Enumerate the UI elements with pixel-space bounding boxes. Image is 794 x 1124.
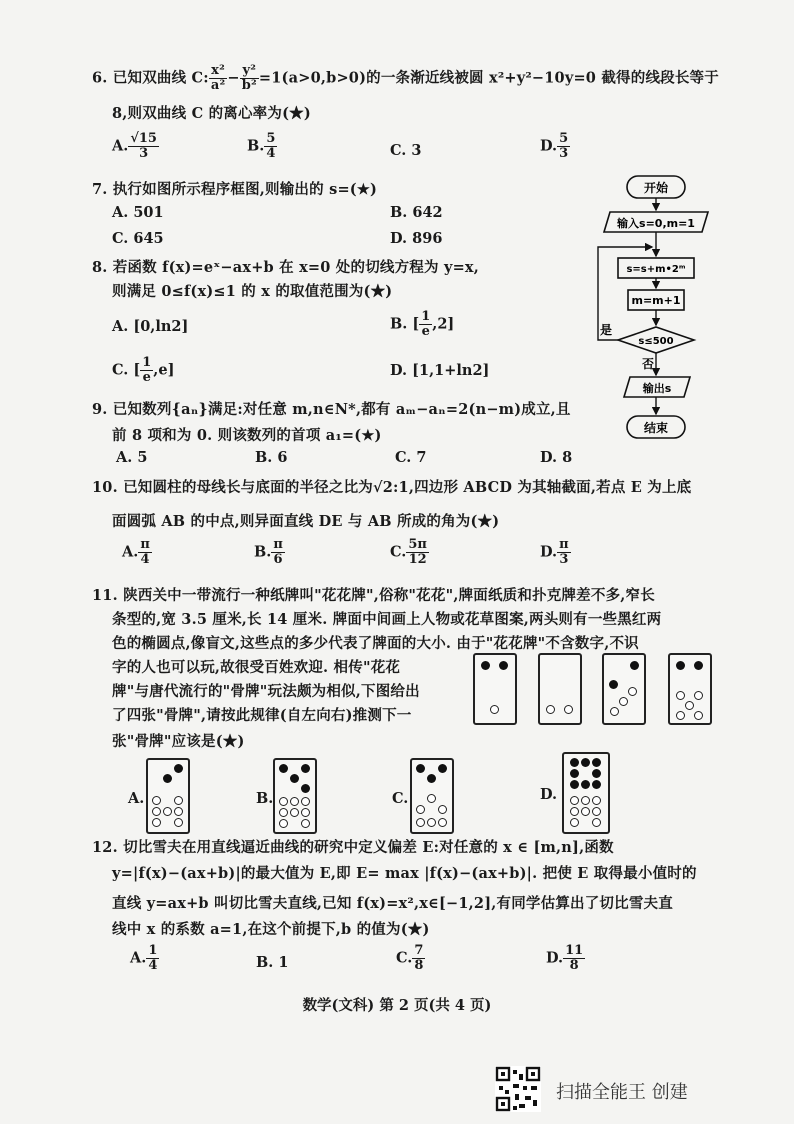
q11-option-a-label[interactable]: A. [128,790,145,807]
q11-line4: 字的人也可以玩,故很受百姓欢迎. 相传"花花 [112,659,401,676]
q11-line2: 条型的,宽 3.5 厘米,长 14 厘米. 牌面中间画上人物或花草图案,两头则有一些黑红两 [112,611,662,628]
q6-option-a[interactable]: A. $\frac{√15}{3}$ [112,131,157,161]
svg-text:输入s=0,m=1: 输入s=0,m=1 [617,217,695,230]
q11-option-a-domino[interactable] [146,758,190,834]
domino-3 [602,653,646,725]
q11-option-c-domino[interactable] [410,758,454,834]
watermark-text: 扫描全能王 创建 [556,1082,688,1103]
q10-option-a[interactable]: A. $\frac{\pi}{4}$ [122,537,150,567]
q11-line5: 牌"与唐代流行的"骨牌"玩法颇为相似,下图给出 [112,683,420,700]
q9-option-c[interactable]: C. 7 [395,449,427,466]
q12-option-d[interactable]: D. $\frac{11}{8}$ [546,943,584,973]
q6-option-d[interactable]: D. $\frac{5}{3}$ [540,131,569,161]
q6-line1: 6. 已知双曲线 C: $\frac{\text{x²}}{\text{a²}}$ − $\frac{\text{y²}}{\text{b²}}$ =1(a>0,b>0)的一条渐近线被圆 x²+y²−10y=0 截得的线段长等于 [92,63,719,93]
q11-line1: 11. 陕西关中一带流行一种纸牌叫"花花牌",俗称"花花",牌面纸质和扑克牌差不多,窄长 [92,587,655,604]
svg-text:s=s+m•2ᵐ: s=s+m•2ᵐ [626,264,686,275]
page-footer: 数学(文科) 第 2 页(共 4 页) [302,997,492,1014]
q10-option-b[interactable]: B. $\frac{\pi}{6}$ [254,537,283,567]
q7-option-b[interactable]: B. 642 [390,204,443,221]
q12-option-b[interactable]: B. 1 [256,954,289,971]
svg-text:是: 是 [600,323,613,337]
svg-text:开始: 开始 [643,181,669,195]
q9-line1: 9. 已知数列{aₙ}满足:对任意 m,n∈N*,都有 aₘ−aₙ=2(n−m)成立,且 [92,401,571,418]
q9-line2: 前 8 项和为 0. 则该数列的首项 a₁=(★) [112,427,382,444]
q12-line2: y=|f(x)−(ax+b)|的最大值为 E,即 E= max |f(x)−(ax+b)|. 把使 E 取得最小值时的 [112,865,697,882]
q8-line1: 8. 若函数 f(x)=eˣ−ax+b 在 x=0 处的切线方程为 y=x, [92,259,480,276]
q10-option-c[interactable]: C. $\frac{5\pi}{12}$ [390,537,427,567]
svg-text:输出s: 输出s [642,382,672,395]
q7-stem: 7. 执行如图所示程序框图,则输出的 s=(★) [92,181,378,198]
q6-option-c[interactable]: C. 3 [390,142,422,159]
q10-line2: 面圆弧 AB 的中点,则异面直线 DE 与 AB 所成的角为(★) [112,513,500,530]
q8-option-c[interactable]: C. [ $\frac{1}{e}$ ,e] [112,355,175,385]
q7-option-c[interactable]: C. 645 [112,230,164,247]
q11-option-b-label[interactable]: B. [256,790,274,807]
svg-text:结束: 结束 [643,421,669,435]
q12-line1: 12. 切比雪夫在用直线逼近曲线的研究中定义偏差 E:对任意的 x ∈ [m,n],函数 [92,839,614,856]
q10-line1: 10. 已知圆柱的母线长与底面的半径之比为√2:1,四边形 ABCD 为其轴截面,若点 E 为上底 [92,479,692,496]
q8-option-d[interactable]: D. [1,1+ln2] [390,362,490,379]
q6-line2: 8,则双曲线 C 的离心率为(★) [112,105,311,122]
q9-option-d[interactable]: D. 8 [540,449,573,466]
q11-line7: 张"骨牌"应该是(★) [112,733,245,750]
q6-option-b[interactable]: B. $\frac{5}{4}$ [247,131,276,161]
q11-option-b-domino[interactable] [273,758,317,834]
q8-line2: 则满足 0≤f(x)≤1 的 x 的取值范围为(★) [112,283,393,300]
q9-option-a[interactable]: A. 5 [116,449,148,466]
q12-option-a[interactable]: A. $\frac{1}{4}$ [130,943,158,973]
q8-option-b[interactable]: B. [ $\frac{1}{e}$ ,2] [390,309,455,339]
svg-text:s≤500: s≤500 [638,336,674,347]
q11-option-d-domino[interactable] [562,752,610,834]
q11-option-d-label[interactable]: D. [540,786,558,803]
domino-1 [473,653,517,725]
q7-option-d[interactable]: D. 896 [390,230,443,247]
q11-line6: 了四张"骨牌",请按此规律(自左向右)推测下一 [112,707,412,724]
q10-option-d[interactable]: D. $\frac{\pi}{3}$ [540,537,569,567]
q11-line3: 色的椭圆点,像盲文,这些点的多少代表了牌面的大小. 由于"花花牌"不含数字,不识 [112,635,639,652]
svg-text:m=m+1: m=m+1 [631,294,681,307]
q11-option-c-label[interactable]: C. [392,790,409,807]
q7-option-a[interactable]: A. 501 [112,204,164,221]
q12-line3: 直线 y=ax+b 叫切比雪夫直线,已知 f(x)=x²,x∈[−1,2],有同学估算出了切比雪夫直 [112,895,673,912]
flowchart [590,170,720,445]
domino-2 [538,653,582,725]
q8-option-a[interactable]: A. [0,ln2] [112,318,189,335]
q9-option-b[interactable]: B. 6 [255,449,288,466]
qr-code-icon [495,1066,541,1112]
q12-option-c[interactable]: C. $\frac{7}{8}$ [396,943,424,973]
q12-line4: 线中 x 的系数 a=1,在这个前提下,b 的值为(★) [112,921,430,938]
domino-4 [668,653,712,725]
svg-text:否: 否 [642,357,655,371]
